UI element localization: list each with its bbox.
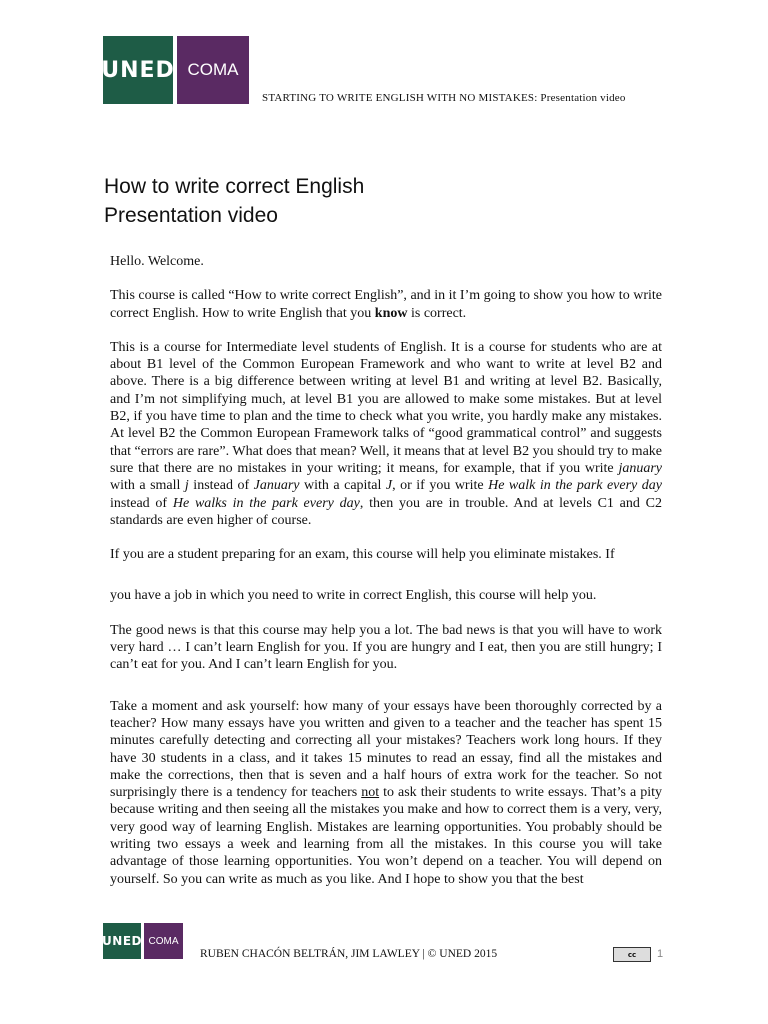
title-line-2: Presentation video bbox=[104, 204, 278, 227]
italic-text: j bbox=[184, 478, 189, 494]
footer-logo bbox=[103, 923, 183, 959]
text-run: This is a course for Intermediate level students of English. It is a course for students who are at about B1 level of the Common European Framework and who want to write at level B2 and above. There is a big difference between writing at level B1 and writing at level B2. Basically, and I’m not simplifying much, at level B1 you are allowed to make some mistakes. But at level B2, if you have time to plan and the time to check what you write, you hardly make any mistakes. At level B2 the Common European Framework talks of “good grammatical control” and suggests that “errors are rare”. What does that mean? Well, it means that at level B2 you should try to make sure that there are no mistakes in your writing; it means, for example, that if you write bbox=[110, 339, 662, 476]
italic-text: January bbox=[253, 478, 300, 494]
uned-coma-logo bbox=[103, 36, 249, 104]
paragraph-greeting: Hello. Welcome. bbox=[110, 254, 204, 269]
text-run: instead of bbox=[110, 495, 173, 511]
page-title bbox=[104, 172, 364, 230]
text-run: with a small bbox=[110, 478, 185, 494]
paragraph-exam: If you are a student preparing for an exam, this course will help you eliminate mistakes. If bbox=[110, 547, 615, 563]
paragraph-job: you have a job in which you need to write in correct English, this course will help you. bbox=[110, 588, 597, 604]
italic-text: He walks in the park every day bbox=[172, 495, 360, 511]
paragraph-good-news: The good news is that this course may help you a lot. The bad news is that you will have to work very hard … I can’t learn English for you. If you are hungry and I eat, then you are still hungry; I can’t eat for you. And I can’t learn English for you. bbox=[110, 622, 662, 673]
footer-credits: RUBEN CHACÓN BELTRÁN, JIM LAWLEY | © UNED 2015 bbox=[200, 948, 498, 960]
text-run: with a capital bbox=[299, 478, 386, 494]
uned-logo: UNED bbox=[103, 923, 141, 959]
text-run: , or if you write bbox=[392, 478, 489, 494]
body-text bbox=[110, 253, 662, 905]
paragraph-essays bbox=[110, 698, 662, 888]
title-line-1: How to write correct English bbox=[104, 175, 365, 198]
paragraph-levels bbox=[110, 339, 662, 529]
text-run: This course is called “How to write correct English”, and in it I’m going to show you how to write correct English. How to write English that you bbox=[110, 288, 662, 321]
text-run: , then you are in trouble. And at levels C1 and C2 standards are even higher of course. bbox=[110, 495, 662, 528]
text-run: is correct. bbox=[407, 305, 467, 321]
italic-text: january bbox=[618, 460, 662, 476]
uned-logo: UNED bbox=[103, 36, 173, 104]
text-run: instead of bbox=[188, 478, 254, 494]
paragraph-course-name bbox=[110, 287, 662, 322]
italic-text: He walk in the park every day bbox=[488, 478, 662, 494]
running-title: STARTING TO WRITE ENGLISH WITH NO MISTAKES: Presentation video bbox=[262, 92, 626, 104]
underlined-text: not bbox=[361, 785, 380, 801]
italic-text: J bbox=[385, 478, 393, 494]
page-number: 1 bbox=[657, 948, 664, 960]
coma-logo: COMA bbox=[144, 923, 183, 959]
bold-text: know bbox=[374, 305, 408, 321]
text-run: to ask their students to write essays. That’s a pity because writing and then seeing all the mistakes you make and how to correct them is a very, very, very good way of learning English. Mistakes are learning opportunities. You probably should be writing two essays a week and learning from all the mistakes. In this course you will take advantage of those learning opportunities. You won’t depend on a teacher. You will depend on yourself. So you can write as much as you like. And I hope to show you that the best bbox=[110, 785, 662, 887]
text-run: Take a moment and ask yourself: how many of your essays have been thoroughly corrected by a teacher? How many essays have you written and given to a teacher and the teacher has spent 15 minutes carefully detecting and correcting all your mistakes? Teachers work long hours. If they have 30 students in a class, and it takes 15 minutes to read an essay, find all the mistakes and make the corrections, then that is seven and a half hours of extra work for the teacher. So not surprisingly there is a tendency for teachers bbox=[110, 698, 662, 801]
coma-logo: COMA bbox=[177, 36, 249, 104]
creative-commons-icon: cc bbox=[613, 947, 651, 962]
